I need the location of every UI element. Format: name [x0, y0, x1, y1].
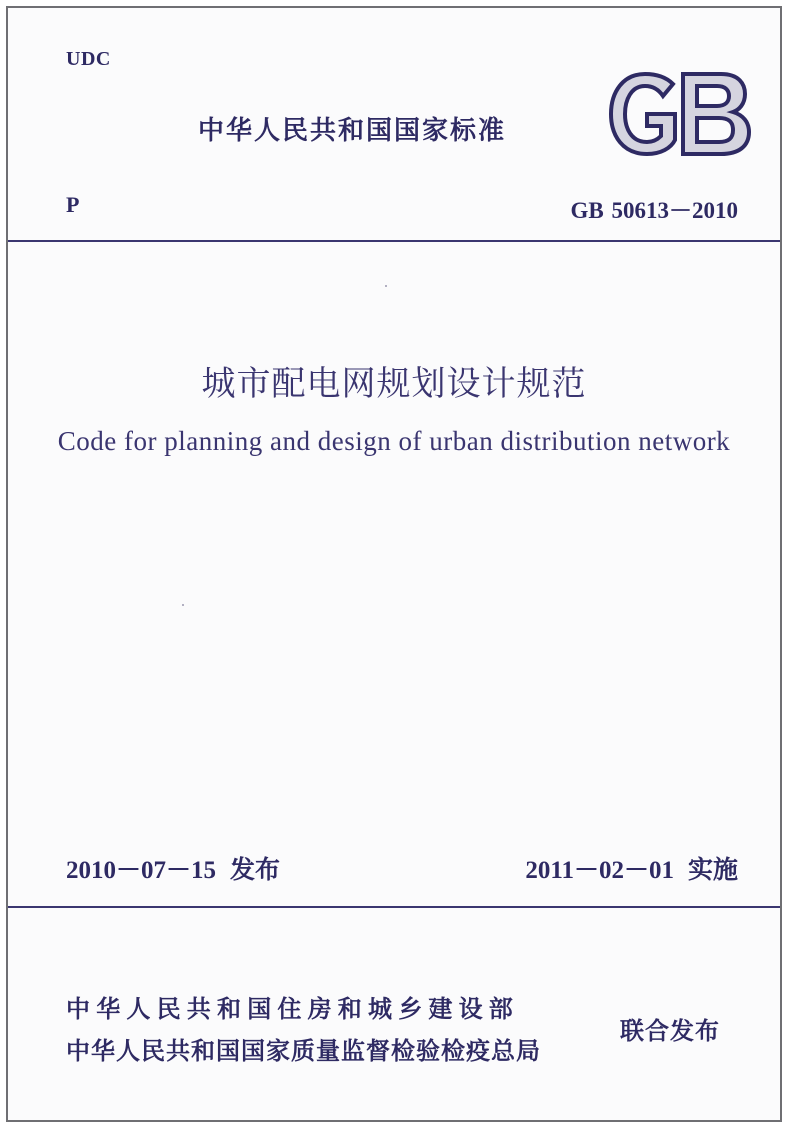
english-title: Code for planning and design of urban distribution network: [57, 426, 731, 456]
publisher-ministry: 中华人民共和国住房和城乡建设部: [66, 995, 519, 1023]
issue-date-line: [66, 850, 280, 886]
chinese-title: 城市配电网规划设计规范: [201, 364, 587, 404]
classification-code: P: [66, 192, 80, 217]
gb-logo: [603, 70, 753, 158]
effective-date: 2011－02－01: [525, 857, 674, 884]
effective-verb: 实施: [687, 855, 738, 884]
print-speck: [182, 604, 184, 606]
publisher-list: [66, 988, 541, 1072]
issue-date: 2010－07－15: [66, 857, 217, 884]
issue-verb: 发布: [230, 855, 281, 884]
udc-label: UDC: [66, 48, 111, 70]
bottom-divider: [8, 906, 780, 908]
publisher-aqsiq: 中华人民共和国国家质量监督检验检疫总局: [66, 1037, 541, 1065]
standard-cover: [6, 6, 782, 1122]
joint-release-label: 联合发布: [620, 1017, 720, 1045]
top-divider: [8, 240, 780, 242]
standard-number: GB 50613－2010: [570, 198, 738, 223]
national-standard-title: 中华人民共和国国家标准: [198, 116, 507, 146]
effective-date-line: [525, 850, 738, 886]
print-speck: [385, 285, 387, 287]
